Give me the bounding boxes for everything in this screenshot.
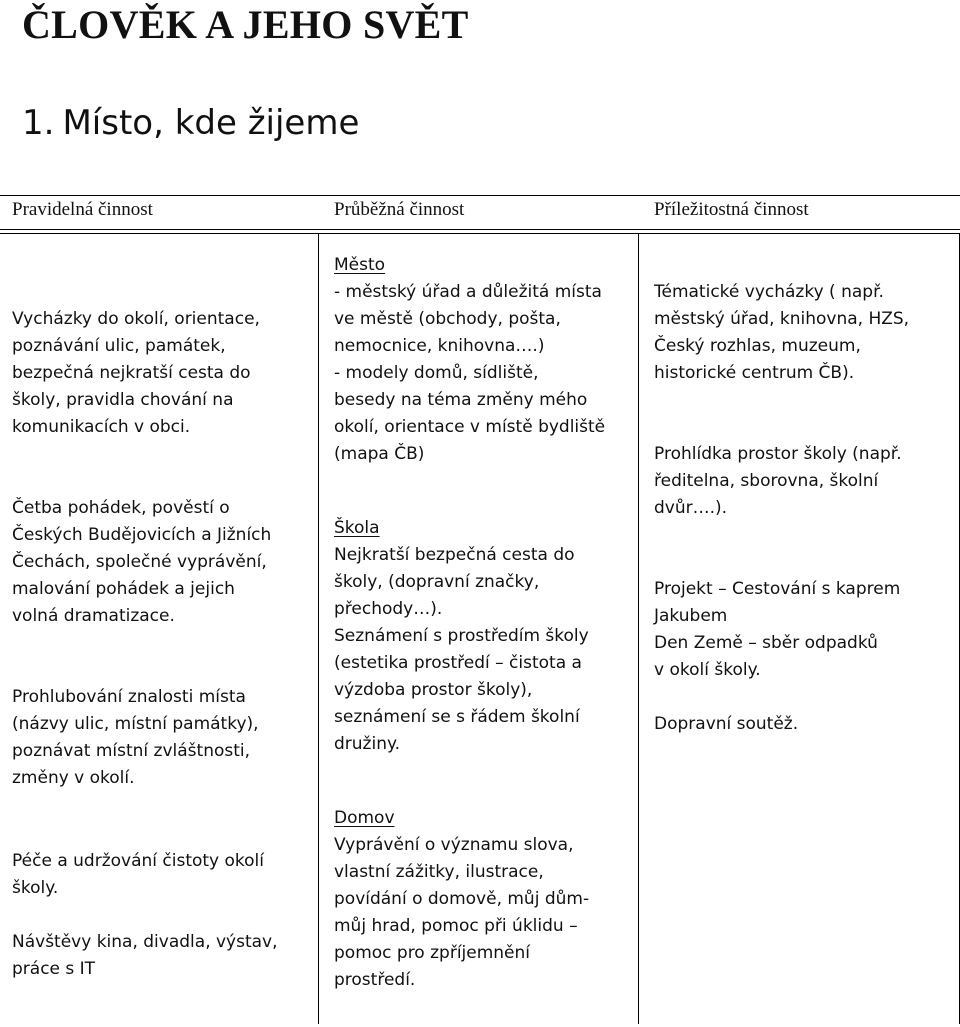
text-line: povídání o domově, můj dům- <box>334 889 590 909</box>
text-line: - modely domů, sídliště, <box>334 363 539 383</box>
text-line: pomoc pro zpříjemnění <box>334 943 531 963</box>
text-line: - městský úřad a důležitá místa <box>334 282 602 302</box>
header-divider-second <box>0 233 960 234</box>
heading-city: Město <box>334 255 386 275</box>
column-divider-1 <box>318 234 319 1024</box>
section-number: 1. <box>22 103 55 143</box>
paragraph-deepening-knowledge <box>12 684 312 792</box>
text-line: Jakubem <box>654 606 728 626</box>
text-line: (mapa ČB) <box>334 444 425 464</box>
text-line: změny v okolí. <box>12 768 135 788</box>
heading-school: Škola <box>334 518 380 538</box>
text-line: besedy na téma změny mého <box>334 390 588 410</box>
paragraph-walks <box>12 306 312 441</box>
text-line: Seznámení s prostředím školy <box>334 626 589 646</box>
text-line: malování pohádek a jejich <box>12 579 235 599</box>
text-line: ředitelna, sborovna, školní <box>654 471 879 491</box>
column-occasional-activity <box>654 279 954 738</box>
text-line: Čechách, společné vyprávění, <box>12 552 267 572</box>
text-line: školy, pravidla chování na <box>12 390 234 410</box>
text-line: historické centrum ČB). <box>654 363 855 383</box>
text-line: Český rozhlas, muzeum, <box>654 336 861 356</box>
text-line: městský úřad, knihovna, HZS, <box>654 309 910 329</box>
text-line: dvůr….). <box>654 498 728 518</box>
header-regular-activity: Pravidelná činnost <box>12 199 153 220</box>
text-line: výzdoba prostor školy), <box>334 680 533 700</box>
text-line: školy. <box>12 878 59 898</box>
text-line: vlastní zážitky, ilustrace, <box>334 862 544 882</box>
text-line: nemocnice, knihovna….) <box>334 336 545 356</box>
text-line: Projekt – Cestování s kaprem <box>654 579 901 599</box>
paragraph-school <box>334 542 634 758</box>
text-line: komunikacích v obci. <box>12 417 191 437</box>
heading-home: Domov <box>334 808 395 828</box>
document-title: ČLOVĚK A JEHO SVĚT <box>22 2 469 47</box>
paragraph-project <box>654 576 954 684</box>
text-line: seznámení se s řádem školní <box>334 707 580 727</box>
text-line: Prohlubování znalosti místa <box>12 687 246 707</box>
paragraph-reading-fairy-tales <box>12 495 312 630</box>
text-line: Návštěvy kina, divadla, výstav, <box>12 932 278 952</box>
paragraph-traffic-contest <box>654 711 954 738</box>
text-line: (estetika prostředí – čistota a <box>334 653 582 673</box>
text-line: poznávání ulic, památek, <box>12 336 226 356</box>
text-line: přechody…). <box>334 599 443 619</box>
column-divider-2 <box>638 234 639 1024</box>
paragraph-city <box>334 279 634 468</box>
text-line: ve městě (obchody, pošta, <box>334 309 561 329</box>
section-heading-text: Místo, kde žijeme <box>62 103 360 143</box>
paragraph-school-tour <box>654 441 954 522</box>
paragraph-visits <box>12 929 312 983</box>
activity-table <box>0 195 960 1025</box>
text-line: Tématické vycházky ( např. <box>654 282 884 302</box>
text-line: bezpečná nejkratší cesta do <box>12 363 251 383</box>
header-occasional-activity: Příležitostná činnost <box>654 199 809 220</box>
text-line: Den Země – sběr odpadků <box>654 633 878 653</box>
header-divider <box>0 229 960 230</box>
text-line: poznávat místní zvláštnosti, <box>12 741 251 761</box>
text-line: družiny. <box>334 734 401 754</box>
text-line: prostředí. <box>334 970 416 990</box>
header-ongoing-activity: Průběžná činnost <box>334 199 465 220</box>
text-line: Českých Budějovicích a Jižních <box>12 525 272 545</box>
paragraph-home <box>334 832 634 994</box>
text-line: Dopravní soutěž. <box>654 714 799 734</box>
text-line: Péče a udržování čistoty okolí <box>12 851 265 871</box>
text-line: práce s IT <box>12 959 96 979</box>
text-line: Nejkratší bezpečná cesta do <box>334 545 575 565</box>
text-line: volná dramatizace. <box>12 606 175 626</box>
paragraph-cleanliness <box>12 848 312 902</box>
paragraph-themed-walks <box>654 279 954 387</box>
text-line: okolí, orientace v místě bydliště <box>334 417 606 437</box>
section-subtitle <box>22 100 359 146</box>
text-line: Prohlídka prostor školy (např. <box>654 444 902 464</box>
text-line: Vycházky do okolí, orientace, <box>12 309 260 329</box>
column-ongoing-activity <box>334 252 634 994</box>
text-line: můj hrad, pomoc při úklidu – <box>334 916 578 936</box>
column-regular-activity <box>12 306 312 983</box>
text-line: Vyprávění o významu slova, <box>334 835 574 855</box>
text-line: školy, (dopravní značky, <box>334 572 540 592</box>
text-line: (názvy ulic, místní památky), <box>12 714 259 734</box>
text-line: Četba pohádek, pověstí o <box>12 498 230 518</box>
text-line: v okolí školy. <box>654 660 761 680</box>
